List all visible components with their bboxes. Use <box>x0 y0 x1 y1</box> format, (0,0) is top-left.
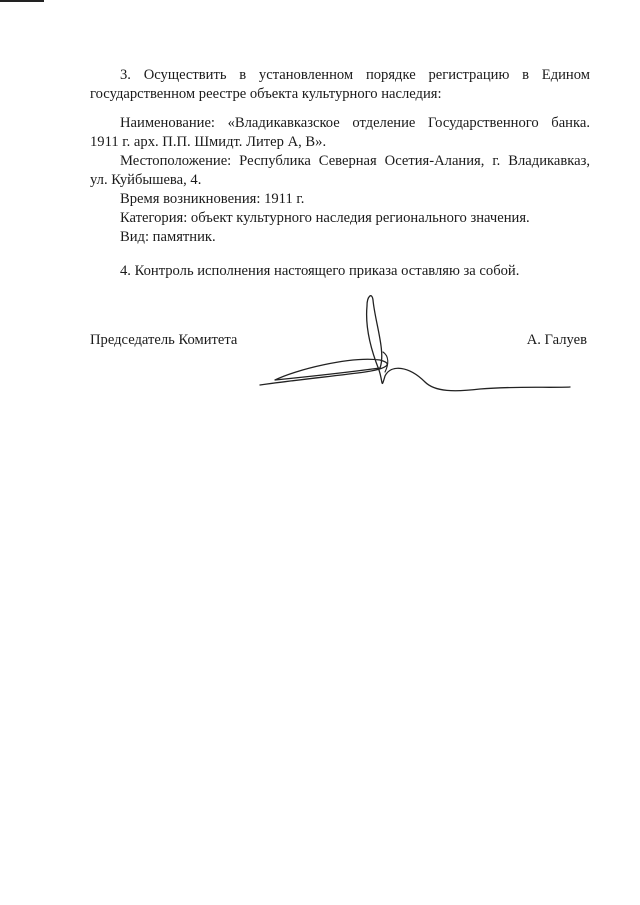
name-line2: 1911 г. арх. П.П. Шмидт. Литер А, В». <box>90 134 327 150</box>
item3-line2: государственном реестре объекта культурного наследия: <box>90 86 442 102</box>
signer-name: А. Галуев <box>526 332 587 348</box>
name-line1: Наименование: «Владикавказское отделение Государственного банка. <box>120 115 590 131</box>
kind-line: Вид: памятник. <box>120 229 216 245</box>
signer-position: Председатель Комитета <box>90 332 238 348</box>
category-line: Категория: объект культурного наследия регионального значения. <box>120 210 530 226</box>
scan-corner-mark <box>0 0 44 2</box>
time-line: Время возникновения: 1911 г. <box>120 191 305 207</box>
document-body <box>90 66 590 281</box>
handwritten-signature <box>255 292 585 402</box>
item3-line1: 3. Осуществить в установленном порядке регистрацию в Едином <box>120 67 590 83</box>
item4-line: 4. Контроль исполнения настоящего приказа оставляю за собой. <box>120 263 520 279</box>
location-line1: Местоположение: Республика Северная Осетия-Алания, г. Владикавказ, <box>120 153 590 169</box>
location-line2: ул. Куйбышева, 4. <box>90 172 202 188</box>
